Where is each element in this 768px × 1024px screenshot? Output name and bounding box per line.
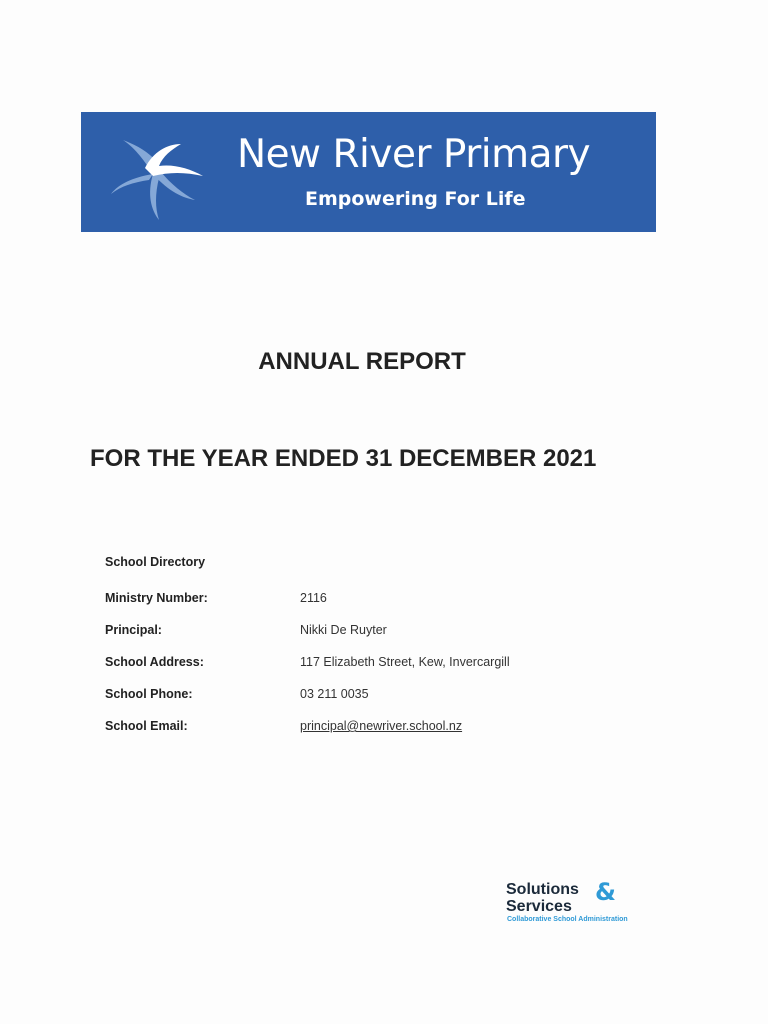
svg-text:&: & bbox=[595, 878, 616, 904]
directory-label: School Email: bbox=[105, 719, 188, 733]
ampersand-icon bbox=[594, 878, 620, 904]
school-banner bbox=[81, 112, 656, 232]
footer-logo-tagline: Collaborative School Administration bbox=[507, 916, 628, 923]
report-period: FOR THE YEAR ENDED 31 DECEMBER 2021 bbox=[90, 445, 597, 472]
directory-heading: School Directory bbox=[105, 555, 206, 569]
directory-label: School Address: bbox=[105, 655, 204, 669]
solutions-services-logo bbox=[506, 878, 651, 928]
star-swirl-icon bbox=[99, 122, 207, 224]
directory-label: Principal: bbox=[105, 623, 162, 637]
directory-label: Ministry Number: bbox=[105, 591, 208, 605]
footer-logo-line2: Services bbox=[506, 898, 572, 915]
directory-value: 03 211 0035 bbox=[300, 687, 369, 701]
school-tagline: Empowering For Life bbox=[305, 188, 526, 210]
directory-value: 2116 bbox=[300, 591, 327, 605]
directory-value: Nikki De Ruyter bbox=[300, 623, 387, 637]
directory-value: 117 Elizabeth Street, Kew, Invercargill bbox=[300, 655, 510, 669]
school-name: New River Primary bbox=[237, 132, 591, 177]
directory-label: School Phone: bbox=[105, 687, 193, 701]
report-title: ANNUAL REPORT bbox=[258, 348, 466, 375]
footer-logo-line1: Solutions bbox=[506, 881, 579, 898]
school-email-link[interactable]: principal@newriver.school.nz bbox=[300, 719, 463, 733]
